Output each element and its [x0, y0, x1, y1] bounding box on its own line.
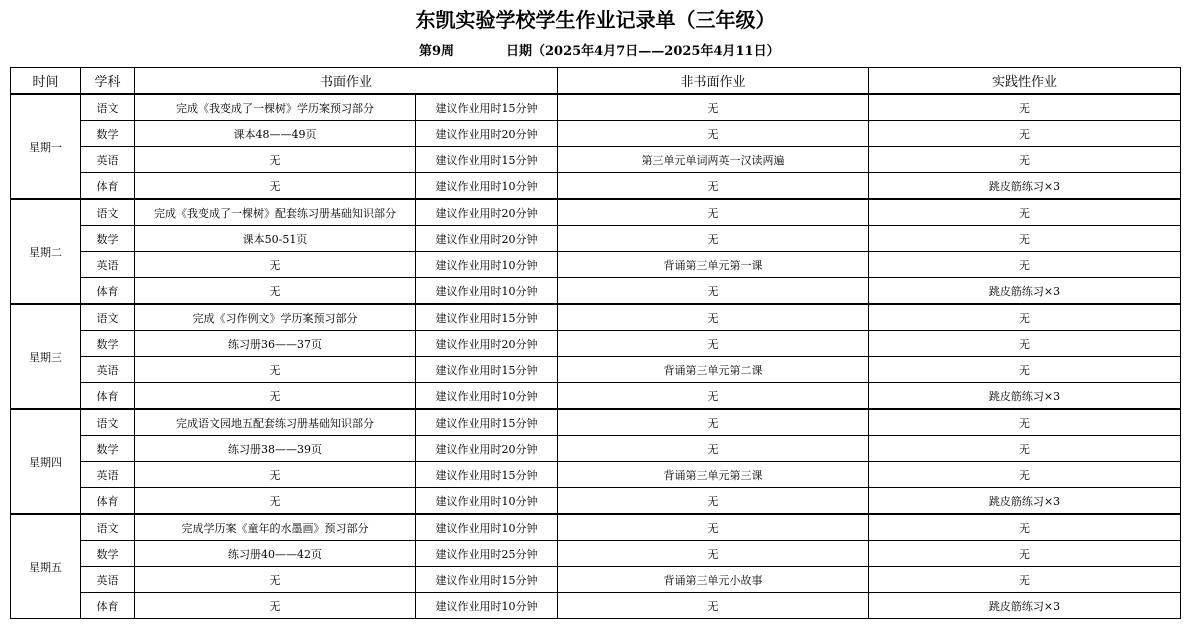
- subject-cell: 英语: [81, 567, 135, 593]
- written-homework-cell: 无: [135, 593, 416, 619]
- day-cell: 星期一: [11, 94, 81, 199]
- practice-homework-cell: 无: [869, 462, 1181, 488]
- suggested-time-cell: 建议作业用时15分钟: [416, 94, 558, 121]
- practice-homework-cell: 无: [869, 199, 1181, 226]
- subject-cell: 英语: [81, 357, 135, 383]
- suggested-time-cell: 建议作业用时15分钟: [416, 147, 558, 173]
- practice-homework-cell: 无: [869, 567, 1181, 593]
- suggested-time-cell: 建议作业用时20分钟: [416, 436, 558, 462]
- practice-homework-cell: 无: [869, 331, 1181, 357]
- table-row: [11, 357, 1181, 383]
- non-written-homework-cell: 无: [558, 278, 869, 305]
- practice-homework-cell: 无: [869, 436, 1181, 462]
- non-written-homework-cell: 无: [558, 436, 869, 462]
- written-homework-cell: 完成学历案《童年的水墨画》预习部分: [135, 514, 416, 541]
- header-written: 书面作业: [135, 68, 558, 95]
- written-homework-cell: 完成语文园地五配套练习册基础知识部分: [135, 409, 416, 436]
- suggested-time-cell: 建议作业用时10分钟: [416, 593, 558, 619]
- suggested-time-cell: 建议作业用时20分钟: [416, 331, 558, 357]
- practice-homework-cell: 跳皮筋练习×3: [869, 383, 1181, 410]
- table-row: [11, 147, 1181, 173]
- date-range: 日期（2025年4月7日——2025年4月11日）: [506, 44, 780, 59]
- written-homework-cell: 练习册40——42页: [135, 541, 416, 567]
- practice-homework-cell: 无: [869, 409, 1181, 436]
- table-row: [11, 436, 1181, 462]
- table-row: [11, 173, 1181, 200]
- written-homework-cell: 完成《习作例文》学历案预习部分: [135, 304, 416, 331]
- suggested-time-cell: 建议作业用时20分钟: [416, 226, 558, 252]
- written-homework-cell: 完成《我变成了一棵树》配套练习册基础知识部分: [135, 199, 416, 226]
- table-row: [11, 514, 1181, 541]
- table-row: [11, 226, 1181, 252]
- practice-homework-cell: 无: [869, 147, 1181, 173]
- non-written-homework-cell: 背诵第三单元小故事: [558, 567, 869, 593]
- subject-cell: 体育: [81, 383, 135, 410]
- suggested-time-cell: 建议作业用时10分钟: [416, 488, 558, 515]
- suggested-time-cell: 建议作业用时15分钟: [416, 304, 558, 331]
- table-row: [11, 199, 1181, 226]
- subject-cell: 体育: [81, 173, 135, 200]
- subject-cell: 英语: [81, 462, 135, 488]
- non-written-homework-cell: 无: [558, 409, 869, 436]
- table-row: [11, 541, 1181, 567]
- non-written-homework-cell: 无: [558, 331, 869, 357]
- suggested-time-cell: 建议作业用时20分钟: [416, 199, 558, 226]
- table-row: [11, 462, 1181, 488]
- suggested-time-cell: 建议作业用时25分钟: [416, 541, 558, 567]
- written-homework-cell: 课本50-51页: [135, 226, 416, 252]
- suggested-time-cell: 建议作业用时10分钟: [416, 173, 558, 200]
- written-homework-cell: 无: [135, 252, 416, 278]
- practice-homework-cell: 跳皮筋练习×3: [869, 593, 1181, 619]
- page-title: 东凯实验学校学生作业记录单（三年级）: [415, 8, 776, 32]
- non-written-homework-cell: 无: [558, 593, 869, 619]
- practice-homework-cell: 跳皮筋练习×3: [869, 278, 1181, 305]
- subject-cell: 体育: [81, 278, 135, 305]
- subject-cell: 数学: [81, 331, 135, 357]
- suggested-time-cell: 建议作业用时10分钟: [416, 383, 558, 410]
- non-written-homework-cell: 无: [558, 383, 869, 410]
- non-written-homework-cell: 背诵第三单元第一课: [558, 252, 869, 278]
- subject-cell: 数学: [81, 436, 135, 462]
- table-row: [11, 331, 1181, 357]
- subject-cell: 语文: [81, 514, 135, 541]
- subject-cell: 语文: [81, 199, 135, 226]
- non-written-homework-cell: 背诵第三单元第三课: [558, 462, 869, 488]
- subject-cell: 数学: [81, 121, 135, 147]
- practice-homework-cell: 无: [869, 121, 1181, 147]
- suggested-time-cell: 建议作业用时15分钟: [416, 462, 558, 488]
- suggested-time-cell: 建议作业用时15分钟: [416, 357, 558, 383]
- header-subject: 学科: [81, 68, 135, 95]
- non-written-homework-cell: 无: [558, 304, 869, 331]
- practice-homework-cell: 跳皮筋练习×3: [869, 173, 1181, 200]
- practice-homework-cell: 无: [869, 252, 1181, 278]
- subject-cell: 语文: [81, 304, 135, 331]
- table-body: [11, 94, 1181, 619]
- written-homework-cell: 无: [135, 147, 416, 173]
- practice-homework-cell: 无: [869, 304, 1181, 331]
- non-written-homework-cell: 无: [558, 173, 869, 200]
- day-cell: 星期四: [11, 409, 81, 514]
- written-homework-cell: 无: [135, 383, 416, 410]
- table-row: [11, 121, 1181, 147]
- subject-cell: 体育: [81, 488, 135, 515]
- header-time: 时间: [11, 68, 81, 95]
- subject-cell: 数学: [81, 226, 135, 252]
- written-homework-cell: 完成《我变成了一棵树》学历案预习部分: [135, 94, 416, 121]
- subject-cell: 语文: [81, 409, 135, 436]
- suggested-time-cell: 建议作业用时10分钟: [416, 514, 558, 541]
- table-row: [11, 252, 1181, 278]
- non-written-homework-cell: 无: [558, 94, 869, 121]
- written-homework-cell: 无: [135, 488, 416, 515]
- practice-homework-cell: 无: [869, 357, 1181, 383]
- written-homework-cell: 练习册38——39页: [135, 436, 416, 462]
- non-written-homework-cell: 背诵第三单元第二课: [558, 357, 869, 383]
- table-row: [11, 278, 1181, 305]
- non-written-homework-cell: 无: [558, 199, 869, 226]
- subject-cell: 英语: [81, 147, 135, 173]
- practice-homework-cell: 无: [869, 226, 1181, 252]
- written-homework-cell: 无: [135, 357, 416, 383]
- table-row: [11, 593, 1181, 619]
- written-homework-cell: 练习册36——37页: [135, 331, 416, 357]
- written-homework-cell: 无: [135, 462, 416, 488]
- non-written-homework-cell: 第三单元单词两英一汉读两遍: [558, 147, 869, 173]
- non-written-homework-cell: 无: [558, 121, 869, 147]
- table-row: [11, 409, 1181, 436]
- suggested-time-cell: 建议作业用时15分钟: [416, 567, 558, 593]
- subject-cell: 体育: [81, 593, 135, 619]
- table-row: [11, 94, 1181, 121]
- suggested-time-cell: 建议作业用时10分钟: [416, 252, 558, 278]
- suggested-time-cell: 建议作业用时10分钟: [416, 278, 558, 305]
- header-non-written: 非书面作业: [558, 68, 869, 95]
- written-homework-cell: 无: [135, 173, 416, 200]
- day-cell: 星期三: [11, 304, 81, 409]
- written-homework-cell: 课本48——49页: [135, 121, 416, 147]
- written-homework-cell: 无: [135, 278, 416, 305]
- suggested-time-cell: 建议作业用时15分钟: [416, 409, 558, 436]
- subject-cell: 英语: [81, 252, 135, 278]
- table-row: [11, 567, 1181, 593]
- table-row: [11, 304, 1181, 331]
- day-cell: 星期五: [11, 514, 81, 619]
- table-row: [11, 383, 1181, 410]
- subject-cell: 数学: [81, 541, 135, 567]
- non-written-homework-cell: 无: [558, 226, 869, 252]
- homework-table: [10, 67, 1181, 619]
- header-row: [11, 68, 1181, 95]
- suggested-time-cell: 建议作业用时20分钟: [416, 121, 558, 147]
- non-written-homework-cell: 无: [558, 541, 869, 567]
- practice-homework-cell: 无: [869, 514, 1181, 541]
- practice-homework-cell: 无: [869, 94, 1181, 121]
- week-label: 第9周: [419, 44, 455, 59]
- non-written-homework-cell: 无: [558, 514, 869, 541]
- day-cell: 星期二: [11, 199, 81, 304]
- written-homework-cell: 无: [135, 567, 416, 593]
- practice-homework-cell: 跳皮筋练习×3: [869, 488, 1181, 515]
- practice-homework-cell: 无: [869, 541, 1181, 567]
- table-row: [11, 488, 1181, 515]
- header-practice: 实践性作业: [869, 68, 1181, 95]
- non-written-homework-cell: 无: [558, 488, 869, 515]
- subject-cell: 语文: [81, 94, 135, 121]
